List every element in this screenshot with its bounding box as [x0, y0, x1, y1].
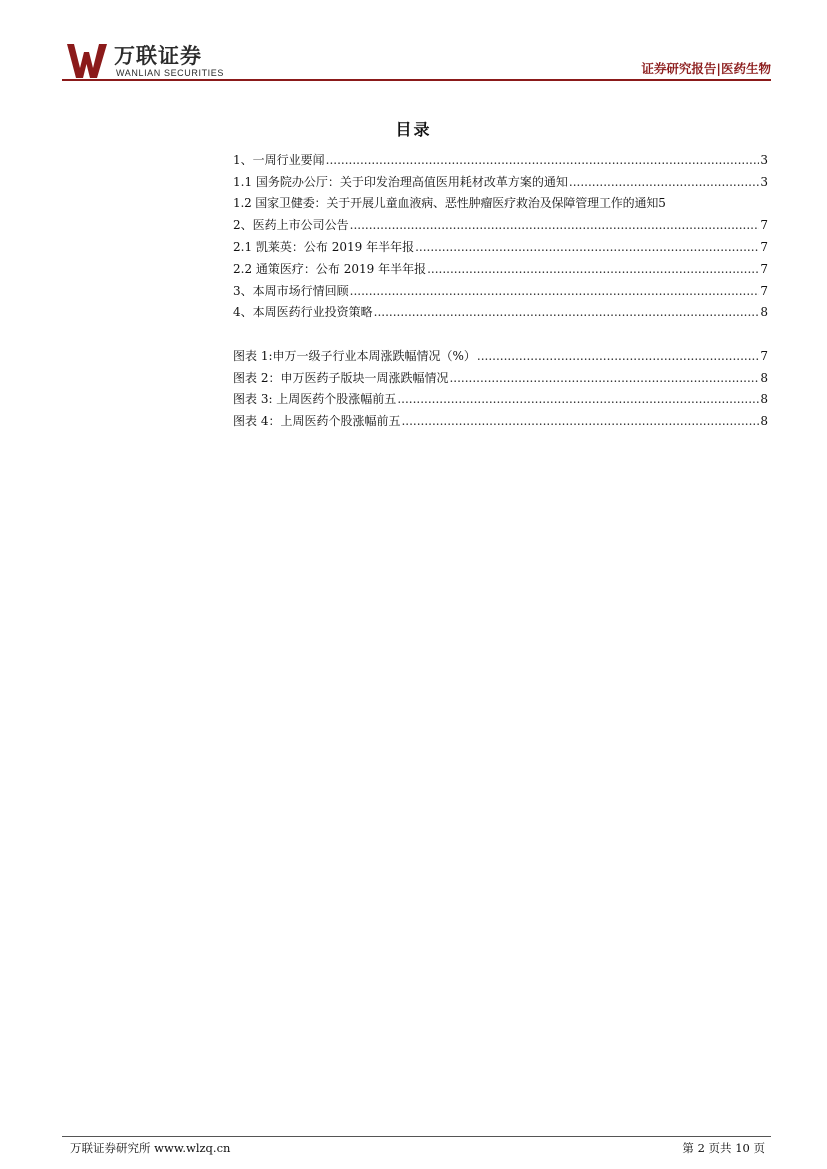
toc-leader — [401, 414, 759, 429]
toc-entry[interactable] — [233, 191, 768, 211]
toc-leader — [374, 305, 760, 320]
footer-source: 万联证券研究所 www.wlzq.cn — [70, 1141, 231, 1155]
brand-name-en: WANLIAN SECURITIES — [116, 68, 224, 78]
toc-entry-page: 7 — [760, 240, 768, 254]
figure-entry-label: 图表 3: 上周医药个股涨幅前五 — [233, 392, 397, 406]
figure-entry-label: 图表 1:申万一级子行业本周涨跌幅情况（%） — [233, 349, 476, 363]
header-divider — [62, 79, 771, 81]
toc-leader — [350, 284, 760, 299]
toc-entry[interactable] — [233, 148, 768, 168]
toc-title: 目录 — [395, 120, 432, 139]
toc-leader — [350, 218, 760, 233]
figure-entry-label: 图表 4：上周医药个股涨幅前五 — [233, 414, 401, 428]
logo-icon — [67, 44, 107, 78]
toc-leader — [449, 371, 759, 386]
figure-entry-page: 7 — [760, 349, 768, 363]
footer-divider — [62, 1136, 771, 1137]
toc-entry-page: 7 — [760, 218, 768, 232]
toc-leader — [569, 175, 759, 190]
figure-entry[interactable] — [233, 409, 768, 429]
toc-entry[interactable] — [233, 300, 768, 320]
toc-entry-label: 2.1 凯莱英：公布 2019 年半年报 — [233, 240, 415, 254]
toc-entry[interactable] — [233, 279, 768, 299]
brand-name-cn: 万联证券 — [114, 44, 202, 68]
toc-entry[interactable] — [233, 235, 768, 255]
toc-entry-label: 4、本周医药行业投资策略 — [233, 305, 373, 319]
toc-entry[interactable] — [233, 213, 768, 233]
toc-entry-page: 7 — [760, 262, 768, 276]
report-type: 证券研究报告|医药生物 — [641, 61, 771, 76]
toc-entry-label: 3、本周市场行情回顾 — [233, 284, 349, 298]
toc-entry-page: 8 — [760, 305, 768, 319]
figure-entry[interactable] — [233, 387, 768, 407]
toc-entry-label: 2.2 通策医疗：公布 2019 年半年报 — [233, 262, 427, 276]
figure-entry-page: 8 — [760, 392, 768, 406]
figure-entry[interactable] — [233, 366, 768, 386]
toc-entry-page: 5 — [658, 196, 666, 210]
toc-entry-label: 2、医药上市公司公告 — [233, 218, 349, 232]
page-number: 第 2 页共 10 页 — [682, 1141, 765, 1155]
toc-entry[interactable] — [233, 257, 768, 277]
toc-leader — [427, 262, 759, 277]
figure-entry-page: 8 — [760, 371, 768, 385]
toc-entry[interactable] — [233, 170, 768, 190]
figure-entry[interactable] — [233, 344, 768, 364]
figure-entry-label: 图表 2：申万医药子版块一周涨跌幅情况 — [233, 371, 449, 385]
toc-leader — [397, 392, 759, 407]
toc-entry-label: 1、一周行业要闻 — [233, 153, 325, 167]
toc-entry-page: 7 — [760, 284, 768, 298]
figure-entry-page: 8 — [760, 414, 768, 428]
toc-leader — [477, 349, 759, 364]
toc-entry-page: 3 — [760, 153, 768, 167]
toc-entry-label: 1.2 国家卫健委：关于开展儿童血液病、恶性肿瘤医疗救治及保障管理工作的通知 — [233, 196, 659, 210]
toc-leader — [415, 240, 759, 255]
toc-leader — [326, 153, 760, 168]
toc-entry-page: 3 — [760, 175, 768, 189]
toc-entry-label: 1.1 国务院办公厅：关于印发治理高值医用耗材改革方案的通知 — [233, 175, 568, 189]
